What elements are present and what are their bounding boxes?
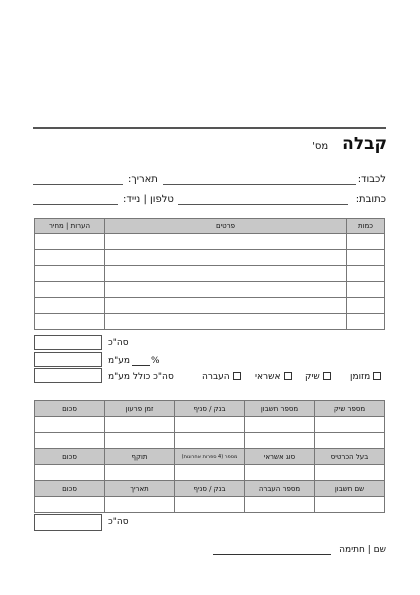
phone-field[interactable] xyxy=(33,204,118,205)
to-field[interactable] xyxy=(163,184,356,185)
items-header-quantity: כמות xyxy=(347,219,385,234)
table-row xyxy=(35,234,385,250)
check-header-check-number: מספר שיק xyxy=(315,401,385,417)
table-row xyxy=(35,282,385,298)
address-label: כתובת: xyxy=(355,194,386,205)
signature-field[interactable] xyxy=(213,554,331,555)
items-header-details: פרטים xyxy=(105,219,347,234)
vat-percent-field[interactable] xyxy=(132,365,150,366)
payment-details-table xyxy=(34,400,385,513)
card-header-holder: בעל הכרטיס xyxy=(315,449,385,465)
subtotal-label: סה"כ xyxy=(108,338,129,348)
table-row xyxy=(35,298,385,314)
address-phone-row xyxy=(33,194,386,208)
card-header-number: מספר (4 ספרות אחרונות) xyxy=(175,449,245,465)
phone-label: טלפון | נייד: xyxy=(123,194,174,205)
check-header-due-date: זמן פרעון xyxy=(105,401,175,417)
transfer-header-row xyxy=(35,481,385,497)
grand-total-label: סה"כ xyxy=(108,517,129,527)
receipt-header xyxy=(312,134,387,154)
table-row xyxy=(35,314,385,330)
items-header-row xyxy=(35,219,385,234)
payment-transfer[interactable]: העברה xyxy=(202,372,241,382)
table-row xyxy=(35,266,385,282)
items-header-notes-price: הערות | מחיר xyxy=(35,219,105,234)
check-header-row xyxy=(35,401,385,417)
transfer-header-account-name: שם חשבון xyxy=(315,481,385,497)
page-title: קבלה xyxy=(342,134,387,154)
transfer-header-date: תאריך xyxy=(105,481,175,497)
table-row xyxy=(35,433,385,449)
transfer-header-transfer-number: מספר העברה xyxy=(245,481,315,497)
signature-label: שם | חתימה xyxy=(339,545,386,555)
vat-percent-symbol: % xyxy=(151,356,160,366)
address-field[interactable] xyxy=(178,204,348,205)
items-table xyxy=(34,218,385,330)
check-header-amount: סכום xyxy=(35,401,105,417)
transfer-header-bank-branch: בנק / סניף xyxy=(175,481,245,497)
grand-total-box[interactable] xyxy=(34,514,102,531)
table-row xyxy=(35,250,385,266)
date-field[interactable] xyxy=(33,184,123,185)
transfer-header-amount: סכום xyxy=(35,481,105,497)
card-header-credit-type: סוג אשראי xyxy=(245,449,315,465)
table-row xyxy=(35,497,385,513)
top-divider xyxy=(33,127,386,129)
cash-checkbox[interactable] xyxy=(373,372,381,380)
table-row xyxy=(35,417,385,433)
to-date-row xyxy=(33,174,386,188)
receipt-number-label: מס' xyxy=(312,141,329,152)
table-row xyxy=(35,465,385,481)
transfer-checkbox[interactable] xyxy=(233,372,241,380)
to-label: לכבוד: xyxy=(357,174,386,185)
card-header-amount: סכום xyxy=(35,449,105,465)
check-checkbox[interactable] xyxy=(323,372,331,380)
payment-check[interactable]: שיק xyxy=(305,372,331,382)
total-incl-vat-box[interactable] xyxy=(34,368,102,383)
check-header-bank-branch: בנק / סניף xyxy=(175,401,245,417)
total-incl-vat-label: סה"כ כולל מע"מ xyxy=(108,372,174,382)
subtotal-box[interactable] xyxy=(34,335,102,350)
vat-label: מע"מ xyxy=(108,356,130,366)
date-label: תאריך: xyxy=(128,174,158,185)
card-header-row xyxy=(35,449,385,465)
card-header-expiry: תוקף xyxy=(105,449,175,465)
vat-box[interactable] xyxy=(34,352,102,367)
payment-credit[interactable]: אשראי xyxy=(255,372,292,382)
check-header-account-number: מספר חשבון xyxy=(245,401,315,417)
credit-checkbox[interactable] xyxy=(284,372,292,380)
payment-cash[interactable]: מזומן xyxy=(350,372,381,382)
